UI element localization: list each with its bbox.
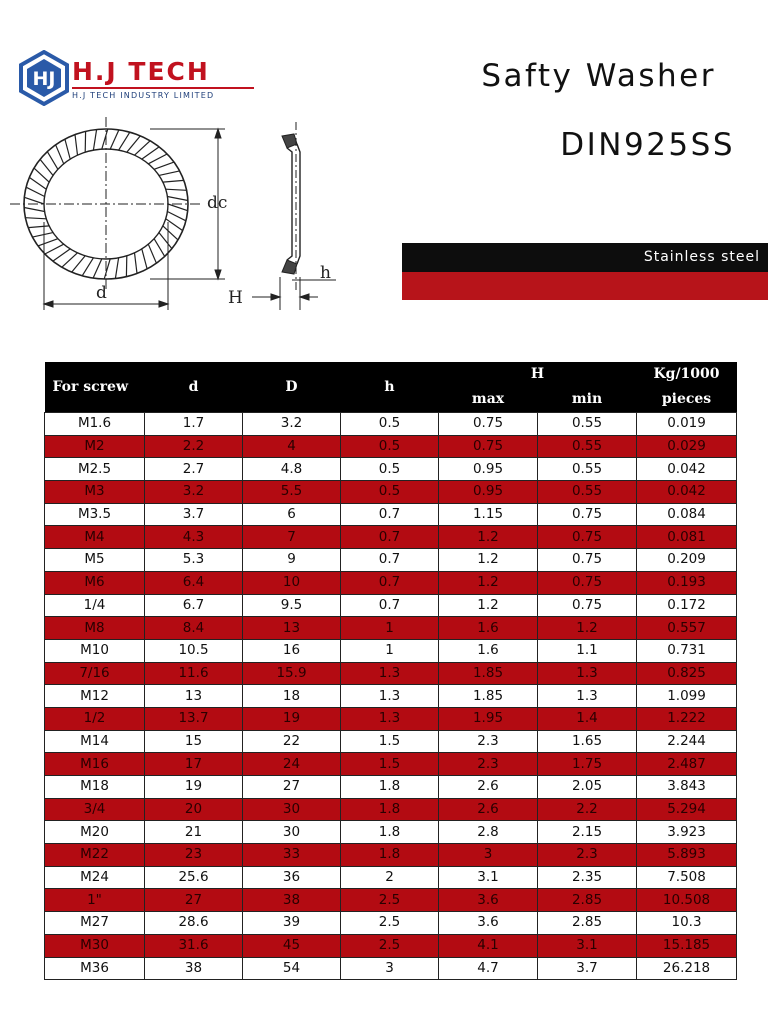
table-cell: M10 [45, 639, 145, 662]
table-cell: 10 [243, 571, 341, 594]
table-cell: 0.557 [637, 617, 737, 640]
table-cell: 1.3 [538, 662, 637, 685]
serration-line [102, 129, 108, 149]
table-cell: M36 [45, 957, 145, 980]
table-row [45, 730, 737, 753]
table-cell: 3.6 [439, 889, 538, 912]
table-cell: 1.2 [439, 526, 538, 549]
serration-line [163, 180, 184, 182]
header-D: D [243, 362, 341, 413]
table-cell: 3.1 [538, 934, 637, 957]
table-cell: 1.3 [341, 707, 439, 730]
table-cell: 1.4 [538, 707, 637, 730]
table-cell: 3 [439, 844, 538, 867]
table-cell: 0.55 [538, 435, 637, 458]
table-cell: 2.3 [538, 844, 637, 867]
table-row [45, 413, 737, 436]
table-cell: 15 [145, 730, 243, 753]
serration-line [62, 253, 78, 267]
table-cell: M12 [45, 685, 145, 708]
header-h: h [341, 362, 439, 413]
table-cell: M2 [45, 435, 145, 458]
serration-line [148, 244, 156, 263]
table-cell: 2.244 [637, 730, 737, 753]
table-cell: 0.75 [538, 526, 637, 549]
table-cell: 1.5 [341, 753, 439, 776]
serration-line [148, 154, 167, 164]
table-cell: 1.2 [439, 549, 538, 572]
table-cell: 1 [341, 617, 439, 640]
table-row [45, 889, 737, 912]
table-row [45, 571, 737, 594]
table-cell: 19 [145, 776, 243, 799]
table-cell: M8 [45, 617, 145, 640]
table-cell: 1.8 [341, 776, 439, 799]
serration-line [45, 244, 64, 254]
product-standard: DIN925SS [560, 127, 735, 163]
table-cell: 9 [243, 549, 341, 572]
serration-line [142, 147, 159, 159]
table-row [45, 844, 737, 867]
table-cell: 0.019 [637, 413, 737, 436]
serration-line [53, 249, 70, 261]
serration-line [47, 152, 58, 170]
d-label: d [96, 283, 107, 303]
serration-line [119, 132, 130, 150]
table-cell: 0.5 [341, 458, 439, 481]
table-cell: 28.6 [145, 912, 243, 935]
serration-line [65, 139, 70, 159]
table-cell: 0.95 [439, 458, 538, 481]
table-cell: 0.55 [538, 481, 637, 504]
table-cell: 3 [341, 957, 439, 980]
serration-line [29, 177, 46, 189]
table-cell: 1.3 [341, 662, 439, 685]
table-cell: 0.75 [538, 571, 637, 594]
serration-line [115, 258, 118, 279]
spec-table-body [45, 413, 737, 980]
table-cell: 1.1 [538, 639, 637, 662]
table-cell: 1.222 [637, 707, 737, 730]
table-cell: 4.3 [145, 526, 243, 549]
table-row [45, 662, 737, 685]
table-row [45, 912, 737, 935]
table-cell: 1" [45, 889, 145, 912]
table-cell: 0.75 [538, 549, 637, 572]
table-cell: 15.9 [243, 662, 341, 685]
accent-band [402, 272, 768, 300]
table-cell: 1.3 [341, 685, 439, 708]
header-pieces: pieces [637, 386, 737, 413]
table-cell: M18 [45, 776, 145, 799]
table-cell: M30 [45, 934, 145, 957]
table-cell: 3.843 [637, 776, 737, 799]
table-cell: 13 [145, 685, 243, 708]
table-cell: M20 [45, 821, 145, 844]
header-min: min [538, 386, 637, 413]
table-row [45, 776, 737, 799]
table-cell: 19 [243, 707, 341, 730]
table-cell: 4.8 [243, 458, 341, 481]
table-cell: 27 [145, 889, 243, 912]
table-cell: 7.508 [637, 866, 737, 889]
table-cell: 1.7 [145, 413, 243, 436]
table-cell: 0.75 [439, 435, 538, 458]
serration-line [167, 197, 188, 201]
table-cell: 3.2 [243, 413, 341, 436]
serration-line [26, 187, 44, 196]
table-cell: 11.6 [145, 662, 243, 685]
table-cell: 10.508 [637, 889, 737, 912]
table-cell: 2.2 [538, 798, 637, 821]
table-cell: 23 [145, 844, 243, 867]
table-cell: 3/4 [45, 798, 145, 821]
table-cell: 1.85 [439, 662, 538, 685]
table-cell: M24 [45, 866, 145, 889]
H-label: H [228, 288, 243, 308]
table-row [45, 458, 737, 481]
table-cell: 0.029 [637, 435, 737, 458]
table-cell: 2.5 [341, 934, 439, 957]
table-cell: 8.4 [145, 617, 243, 640]
table-cell: 2.8 [439, 821, 538, 844]
table-cell: 1.8 [341, 844, 439, 867]
table-row [45, 866, 737, 889]
table-cell: 27 [243, 776, 341, 799]
serration-line [142, 249, 147, 269]
serration-line [34, 168, 49, 182]
serration-line [93, 259, 102, 278]
washer-drawing [0, 112, 360, 322]
serration-line [104, 259, 110, 279]
table-row [45, 549, 737, 572]
brand-divider [72, 87, 254, 89]
table-row [45, 526, 737, 549]
table-cell: 6.4 [145, 571, 243, 594]
table-cell: 36 [243, 866, 341, 889]
brand-name: H.J TECH [72, 57, 210, 86]
table-cell: M6 [45, 571, 145, 594]
table-row [45, 821, 737, 844]
table-cell: 4.1 [439, 934, 538, 957]
table-cell: 0.042 [637, 481, 737, 504]
table-cell: 1.8 [341, 798, 439, 821]
table-cell: 0.75 [439, 413, 538, 436]
table-cell: 3.7 [538, 957, 637, 980]
table-cell: 13.7 [145, 707, 243, 730]
table-cell: 0.042 [637, 458, 737, 481]
table-cell: M22 [45, 844, 145, 867]
table-row [45, 798, 737, 821]
serration-line [135, 141, 151, 155]
table-cell: 5.3 [145, 549, 243, 572]
table-cell: 1.75 [538, 753, 637, 776]
table-cell: 54 [243, 957, 341, 980]
svg-text:HJ: HJ [32, 68, 56, 90]
table-cell: 0.825 [637, 662, 737, 685]
serration-line [163, 226, 178, 240]
serration-line [168, 204, 188, 211]
table-cell: 1.2 [538, 617, 637, 640]
brand-block [72, 58, 254, 100]
serration-line [166, 189, 187, 190]
serration-line [75, 135, 78, 156]
table-cell: 2.85 [538, 889, 637, 912]
serration-line [93, 130, 96, 151]
table-cell: 3.923 [637, 821, 737, 844]
table-cell: 0.7 [341, 571, 439, 594]
table-cell: 9.5 [243, 594, 341, 617]
table-cell: 0.193 [637, 571, 737, 594]
table-cell: 5.294 [637, 798, 737, 821]
table-cell: 1.3 [538, 685, 637, 708]
serration-line [154, 162, 174, 169]
header-kg: Kg/1000 [637, 362, 737, 386]
serration-line [24, 197, 44, 204]
table-cell: 39 [243, 912, 341, 935]
table-cell: 0.7 [341, 526, 439, 549]
table-cell: 1.5 [341, 730, 439, 753]
serration-line [167, 212, 186, 221]
table-cell: 30 [243, 798, 341, 821]
table-cell: 1.2 [439, 571, 538, 594]
table-row [45, 639, 737, 662]
serration-line [135, 253, 138, 274]
table-cell: 26.218 [637, 957, 737, 980]
table-cell: 7/16 [45, 662, 145, 685]
table-cell: M27 [45, 912, 145, 935]
table-cell: 21 [145, 821, 243, 844]
table-row [45, 594, 737, 617]
table-cell: M16 [45, 753, 145, 776]
table-row [45, 934, 737, 957]
table-cell: 0.7 [341, 503, 439, 526]
table-cell: M2.5 [45, 458, 145, 481]
table-cell: 1.15 [439, 503, 538, 526]
spec-table [44, 362, 737, 980]
serration-line [127, 136, 141, 152]
table-cell: 2.6 [439, 798, 538, 821]
table-cell: 3.1 [439, 866, 538, 889]
table-cell: 20 [145, 798, 243, 821]
serration-line [56, 145, 64, 164]
table-cell: 45 [243, 934, 341, 957]
table-cell: 0.7 [341, 549, 439, 572]
table-cell: 1.099 [637, 685, 737, 708]
table-row [45, 503, 737, 526]
table-cell: 1.6 [439, 639, 538, 662]
table-cell: 2.05 [538, 776, 637, 799]
dc-label: dc [207, 193, 228, 213]
table-cell: 2.35 [538, 866, 637, 889]
table-cell: 30 [243, 821, 341, 844]
table-cell: 0.75 [538, 594, 637, 617]
table-cell: 6 [243, 503, 341, 526]
table-cell: M3.5 [45, 503, 145, 526]
serration-line [38, 239, 58, 246]
table-row [45, 707, 737, 730]
table-cell: 2.85 [538, 912, 637, 935]
table-cell: M5 [45, 549, 145, 572]
table-cell: 38 [145, 957, 243, 980]
table-cell: M3 [45, 481, 145, 504]
table-cell: 13 [243, 617, 341, 640]
table-cell: 2.487 [637, 753, 737, 776]
table-cell: 3.7 [145, 503, 243, 526]
table-cell: 0.95 [439, 481, 538, 504]
table-cell: 2.3 [439, 753, 538, 776]
h-label: h [320, 263, 331, 283]
table-cell: 7 [243, 526, 341, 549]
table-cell: 15.185 [637, 934, 737, 957]
table-cell: 2.2 [145, 435, 243, 458]
table-cell: 25.6 [145, 866, 243, 889]
table-cell: 24 [243, 753, 341, 776]
serration-line [159, 171, 180, 176]
table-cell: 0.172 [637, 594, 737, 617]
serration-line [32, 233, 53, 238]
table-cell: 2.5 [341, 889, 439, 912]
serration-line [25, 218, 46, 219]
table-cell: 0.55 [538, 458, 637, 481]
table-cell: 1.6 [439, 617, 538, 640]
table-cell: 1 [341, 639, 439, 662]
table-cell: 0.5 [341, 413, 439, 436]
table-cell: 0.084 [637, 503, 737, 526]
table-cell: 1.95 [439, 707, 538, 730]
header-screw: For screw [45, 362, 145, 413]
table-cell: 38 [243, 889, 341, 912]
table-cell: 2.3 [439, 730, 538, 753]
product-title: Safty Washer [481, 58, 716, 94]
hexagon-logo-icon [18, 50, 70, 106]
header-max: max [439, 386, 538, 413]
table-cell: 10.3 [637, 912, 737, 935]
table-cell: M14 [45, 730, 145, 753]
table-cell: 1.65 [538, 730, 637, 753]
header-H: H [439, 362, 637, 386]
table-cell: 0.55 [538, 413, 637, 436]
serration-line [24, 208, 44, 212]
table-cell: 2.15 [538, 821, 637, 844]
table-cell: 5.5 [243, 481, 341, 504]
serration-line [154, 239, 165, 257]
table-cell: 16 [243, 639, 341, 662]
table-cell: 4.7 [439, 957, 538, 980]
material-label: Stainless steel [643, 249, 760, 265]
table-cell: 0.5 [341, 435, 439, 458]
serration-line [40, 159, 53, 175]
serration-line [28, 226, 49, 228]
table-cell: 22 [243, 730, 341, 753]
table-row [45, 435, 737, 458]
table-cell: 31.6 [145, 934, 243, 957]
table-cell: 0.081 [637, 526, 737, 549]
table-cell: 5.893 [637, 844, 737, 867]
serration-line [72, 256, 86, 272]
table-cell: 6.7 [145, 594, 243, 617]
table-cell: 10.5 [145, 639, 243, 662]
brand-subtitle: H.J TECH INDUSTRY LIMITED [72, 91, 215, 100]
header-row-top [45, 362, 737, 386]
table-cell: 2.7 [145, 458, 243, 481]
table-cell: 17 [145, 753, 243, 776]
table-cell: 1.2 [439, 594, 538, 617]
table-cell: 18 [243, 685, 341, 708]
table-cell: 1.85 [439, 685, 538, 708]
table-cell: 1.8 [341, 821, 439, 844]
table-cell: M1.6 [45, 413, 145, 436]
header-d: d [145, 362, 243, 413]
material-band [402, 243, 768, 272]
table-cell: 0.75 [538, 503, 637, 526]
table-cell: 33 [243, 844, 341, 867]
table-cell: 0.7 [341, 594, 439, 617]
table-cell: 3.2 [145, 481, 243, 504]
table-cell: 2.6 [439, 776, 538, 799]
table-row [45, 957, 737, 980]
serration-line [110, 130, 119, 149]
table-cell: M4 [45, 526, 145, 549]
table-row [45, 481, 737, 504]
table-cell: 0.5 [341, 481, 439, 504]
serration-line [159, 233, 172, 249]
table-cell: 4 [243, 435, 341, 458]
table-cell: 1/2 [45, 707, 145, 730]
table-row [45, 617, 737, 640]
table-cell: 0.731 [637, 639, 737, 662]
table-cell: 1/4 [45, 594, 145, 617]
table-cell: 2.5 [341, 912, 439, 935]
table-cell: 2 [341, 866, 439, 889]
serration-line [82, 258, 93, 276]
table-cell: 0.209 [637, 549, 737, 572]
table-cell: 3.6 [439, 912, 538, 935]
table-row [45, 753, 737, 776]
table-row [45, 685, 737, 708]
